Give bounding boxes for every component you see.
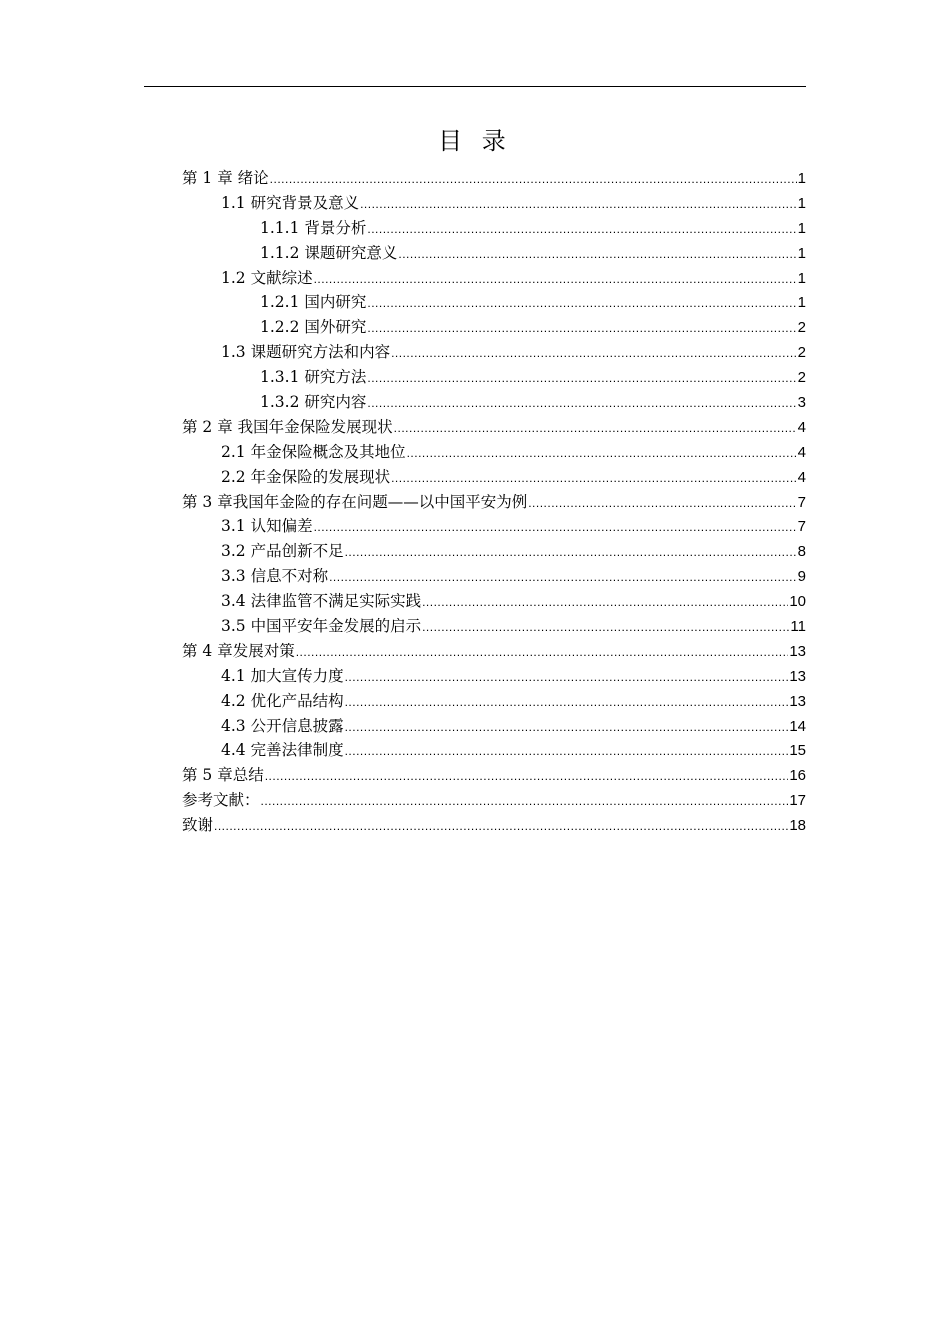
- toc-dot-leader: [214, 814, 788, 839]
- toc-entry[interactable]: [182, 813, 806, 838]
- toc-entry-title: 第 5 章总结: [182, 766, 264, 785]
- toc-page-number: 2: [797, 344, 806, 362]
- toc-page-number: 1: [797, 269, 806, 287]
- toc-dot-leader: [360, 192, 797, 217]
- toc-entry[interactable]: [182, 539, 806, 564]
- toc-entry[interactable]: [182, 365, 806, 390]
- toc-entry-title: 3.5 中国平安年金发展的启示: [221, 617, 422, 636]
- toc-page-number: 1: [797, 170, 806, 187]
- toc-dot-leader: [345, 690, 789, 715]
- toc-entry-title: 4.4 完善法律制度: [221, 741, 344, 760]
- toc-dot-leader: [528, 491, 796, 516]
- toc-entry-title: 3.1 认知偏差: [221, 517, 313, 536]
- toc-page-number: 13: [789, 667, 806, 685]
- toc-entry-title: 第 1 章 绪论: [182, 169, 269, 187]
- toc-page-number: 10: [789, 593, 806, 611]
- toc-dot-leader: [345, 665, 789, 690]
- toc-entry-title: 1.3.2 研究内容: [260, 393, 367, 412]
- toc-entry-title: 1.1.2 课题研究意义: [260, 243, 398, 262]
- toc-page-number: 1: [797, 294, 806, 312]
- toc-entry-title: 1.3 课题研究方法和内容: [221, 343, 391, 362]
- toc-entry[interactable]: [182, 290, 806, 315]
- toc-entry-title: 1.3.1 研究方法: [260, 368, 367, 387]
- toc-entry-title: 参考文献：: [182, 791, 260, 810]
- toc-entry-title: 1.2.2 国外研究: [260, 318, 367, 337]
- toc-entry[interactable]: [182, 216, 806, 241]
- toc-dot-leader: [261, 789, 789, 814]
- toc-entry-title: 第 4 章发展对策: [182, 641, 295, 660]
- toc-entry[interactable]: [182, 390, 806, 415]
- toc-entry[interactable]: [182, 589, 806, 614]
- toc-entry[interactable]: [182, 490, 806, 515]
- toc-entry[interactable]: [182, 614, 806, 639]
- toc-entry[interactable]: [182, 440, 806, 465]
- toc-page-number: 4: [797, 468, 806, 486]
- toc-page-number: 4: [797, 418, 806, 436]
- toc-dot-leader: [270, 167, 797, 192]
- toc-page-number: 14: [789, 717, 806, 735]
- toc-dot-leader: [345, 739, 789, 764]
- toc-entry[interactable]: [182, 415, 806, 440]
- toc-entry[interactable]: [182, 664, 806, 689]
- toc-dot-leader: [367, 366, 796, 391]
- toc-page-number: 1: [797, 219, 806, 237]
- toc-entry[interactable]: [182, 340, 806, 365]
- toc-entry[interactable]: [182, 241, 806, 266]
- toc-entry-title: 3.2 产品创新不足: [221, 542, 344, 561]
- toc-entry-title: 1.2 文献综述: [221, 268, 313, 287]
- toc-entry-title: 4.1 加大宣传力度: [221, 666, 344, 685]
- toc-dot-leader: [329, 565, 797, 590]
- toc-page-number: 13: [789, 642, 806, 660]
- toc-dot-leader: [391, 466, 797, 491]
- toc-page-number: 2: [797, 369, 806, 387]
- toc-dot-leader: [314, 515, 797, 540]
- toc-page-number: 9: [797, 568, 806, 586]
- toc-dot-leader: [345, 540, 797, 565]
- toc-entry[interactable]: [182, 514, 806, 539]
- toc-dot-leader: [367, 316, 796, 341]
- toc-dot-leader: [407, 441, 797, 466]
- toc-entry-title: 1.1 研究背景及意义: [221, 193, 360, 212]
- toc-dot-leader: [265, 764, 789, 789]
- toc-entry[interactable]: [182, 166, 806, 191]
- toc-page-number: 11: [790, 618, 806, 636]
- toc-page-number: 8: [797, 543, 806, 561]
- toc-entry[interactable]: [182, 738, 806, 763]
- toc-dot-leader: [296, 640, 789, 665]
- toc-page-number: 1: [797, 244, 806, 262]
- toc-entry-title: 致谢: [182, 816, 214, 835]
- toc-entry[interactable]: [182, 266, 806, 291]
- toc-list: [182, 166, 806, 838]
- toc-entry-title: 3.3 信息不对称: [221, 567, 329, 586]
- toc-entry[interactable]: [182, 714, 806, 739]
- toc-dot-leader: [394, 416, 797, 441]
- toc-entry[interactable]: [182, 763, 806, 788]
- toc-entry-title: 第 2 章 我国年金保险发展现状: [182, 417, 393, 436]
- toc-dot-leader: [422, 615, 789, 640]
- toc-page-number: 7: [797, 493, 806, 511]
- toc-page-number: 18: [789, 817, 806, 835]
- toc-title: 目 录: [438, 127, 512, 155]
- toc-entry-title: 1.2.1 国内研究: [260, 293, 367, 312]
- toc-dot-leader: [391, 341, 797, 366]
- toc-entry[interactable]: [182, 315, 806, 340]
- toc-entry[interactable]: [182, 564, 806, 589]
- toc-page-number: 17: [789, 792, 806, 810]
- toc-dot-leader: [422, 590, 788, 615]
- toc-page-number: 13: [789, 692, 806, 710]
- toc-entry[interactable]: [182, 191, 806, 216]
- toc-dot-leader: [367, 291, 796, 316]
- header-rule: [144, 86, 806, 87]
- toc-entry[interactable]: [182, 788, 806, 813]
- toc-page-number: 2: [797, 319, 806, 337]
- toc-page-number: 15: [789, 742, 806, 760]
- toc-dot-leader: [314, 267, 797, 292]
- toc-entry-title: 2.2 年金保险的发展现状: [221, 467, 391, 486]
- toc-dot-leader: [367, 391, 796, 416]
- toc-entry-title: 4.3 公开信息披露: [221, 716, 344, 735]
- toc-page-number: 4: [797, 443, 806, 461]
- toc-dot-leader: [367, 217, 796, 242]
- toc-entry-title: 4.2 优化产品结构: [221, 691, 344, 710]
- toc-page-number: 1: [797, 194, 806, 212]
- toc-entry[interactable]: [182, 689, 806, 714]
- toc-entry[interactable]: [182, 465, 806, 490]
- toc-page-number: 16: [789, 767, 806, 785]
- toc-entry-title: 3.4 法律监管不满足实际实践: [221, 592, 422, 611]
- toc-entry-title: 2.1 年金保险概念及其地位: [221, 442, 406, 461]
- toc-page-number: 3: [797, 394, 806, 412]
- toc-dot-leader: [398, 242, 796, 267]
- toc-page-number: 7: [797, 518, 806, 536]
- toc-entry[interactable]: [182, 639, 806, 664]
- toc-entry-title: 1.1.1 背景分析: [260, 218, 367, 237]
- toc-dot-leader: [345, 715, 789, 740]
- toc-entry-title: 第 3 章我国年金险的存在问题——以中国平安为例: [182, 492, 528, 511]
